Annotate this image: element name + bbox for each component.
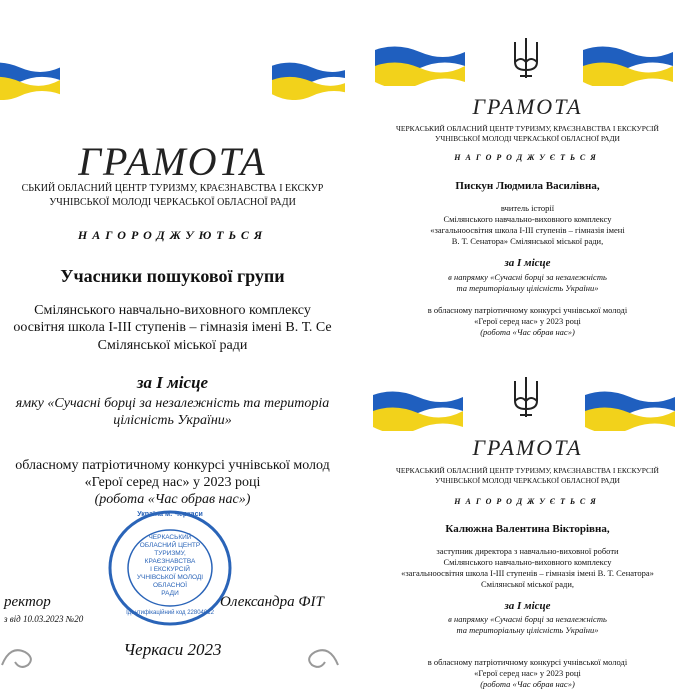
organization-line-1: ЧЕРКАСЬКИЙ ОБЛАСНИЙ ЦЕНТР ТУРИЗМУ, КРАЄЗНАВСТВА І ЕКСКУРСІЙ: [396, 466, 659, 475]
stamp-line: ОБЛАСНОЇ: [152, 582, 188, 589]
school-line-1: Смілянського навчально-виховного комплексу: [443, 557, 612, 567]
city-year: Черкаси 2023: [123, 640, 222, 659]
recipient: Пискун Людмила Василівна,: [455, 180, 600, 192]
school-line-2: «загальноосвітня школа І-ІІІ ступенів – гімназія імені В. Т. Сенатора»: [401, 568, 654, 578]
stamp-text: [130, 534, 210, 598]
director-label: ректор: [4, 594, 51, 610]
stamp-ring-top: Україна м. Черкаси: [137, 511, 203, 518]
direction-line-2: та територіальну цілісність України»: [456, 625, 599, 635]
divider: [345, 0, 355, 700]
organization-line-2: УЧНІВСЬКОЇ МОЛОДІ ЧЕРКАСЬКОЇ ОБЛАСНОЇ РАДИ: [435, 134, 620, 143]
stamp-line: КРАЄЗНАВСТВА: [144, 558, 196, 565]
certificate-pyskun: [355, 0, 700, 345]
work-title: (робота «Час обрав нас»): [94, 492, 251, 507]
ukraine-flag-right: [583, 46, 673, 86]
certificate-title: ГРАМОТА: [472, 435, 583, 460]
stamp-ring-bottom: Ідентифікаційний код 22804012: [126, 610, 214, 616]
direction-line-1: в напрямку «Сучасні борці за незалежність: [448, 272, 607, 282]
direction-line-2: цілісність України»: [113, 413, 232, 428]
awarded-heading: НАГОРОДЖУЮТЬСЯ: [77, 228, 268, 242]
stamp-line: І ЕКСКУРСІЙ: [150, 566, 190, 573]
trident-icon: [511, 375, 541, 419]
recipient: Калюжна Валентина Вікторівна,: [445, 523, 610, 535]
stamp-line: ТУРИЗМУ,: [154, 550, 186, 557]
stamp-line: ОБЛАСНИЙ ЦЕНТР: [139, 542, 201, 549]
direction-line-2: та територіальну цілісність України»: [456, 283, 599, 293]
contest-line-1: в обласному патріотичному конкурсі учнівської молоді: [427, 657, 628, 667]
trident-icon: [511, 36, 541, 80]
organization-line-1: СЬКИЙ ОБЛАСНИЙ ЦЕНТР ТУРИЗМУ, КРАЄЗНАВСТВА І ЕКСКУР: [21, 183, 324, 194]
role: вчитель історії: [500, 203, 555, 213]
school-line-2: «загальноосвітня школа І-ІІІ ступенів – гімназія імені: [430, 225, 625, 235]
school-line-1: Смілянського навчально-виховного комплексу: [34, 303, 311, 318]
school-line-1: Смілянського навчально-виховного комплексу: [443, 214, 612, 224]
awarded-heading: НАГОРОДЖУЄТЬСЯ: [454, 497, 601, 506]
awarded-heading: НАГОРОДЖУЄТЬСЯ: [454, 153, 601, 162]
organization-line-1: ЧЕРКАСЬКИЙ ОБЛАСНИЙ ЦЕНТР ТУРИЗМУ, КРАЄЗНАВСТВА І ЕКСКУРСІЙ: [396, 124, 659, 133]
recipient: Учасники пошукової групи: [60, 266, 285, 286]
school-line-3: В. Т. Сенатора» Смілянської міської ради,: [451, 236, 604, 246]
certificate-title: ГРАМОТА: [78, 139, 267, 184]
role: заступник директора з навчально-виховної роботи: [436, 546, 619, 556]
work-title: (робота «Час обрав нас»): [480, 679, 575, 689]
stamp-line: ЧЕРКАСЬКИЙ: [148, 534, 192, 541]
contest-line-1: в обласному патріотичному конкурсі учнівської молоді: [427, 305, 628, 315]
ukraine-flag-right: [272, 60, 345, 100]
ukraine-flag-left: [375, 46, 465, 86]
place: за І місце: [504, 257, 551, 269]
school-line-3: Смілянської міської ради,: [480, 579, 575, 589]
certificate-title: ГРАМОТА: [472, 94, 583, 119]
ukraine-flag-right: [585, 391, 675, 431]
work-title: (робота «Час обрав нас»): [480, 327, 575, 337]
contest-line-1: обласному патріотичному конкурсі учнівської молод: [15, 458, 330, 473]
organization-line-2: УЧНІВСЬКОЇ МОЛОДІ ЧЕРКАСЬКОЇ ОБЛАСНОЇ РАДИ: [435, 476, 620, 485]
place: за І місце: [136, 373, 209, 392]
divider: [355, 345, 700, 355]
contest-line-2: «Герої серед нас» у 2023 році: [474, 316, 581, 326]
school-line-3: Смілянської міської ради: [97, 338, 248, 353]
order-reference: з від 10.03.2023 №20: [4, 614, 84, 624]
director-name: Олександра ФІТ: [220, 594, 324, 610]
direction-line-1: ямку «Сучасні борці за незалежність та територіа: [15, 396, 330, 411]
organization-line-2: УЧНІВСЬКОЇ МОЛОДІ ЧЕРКАСЬКОЇ ОБЛАСНОЇ РАДИ: [49, 197, 296, 208]
certificate-kaliuzhna: [355, 355, 700, 700]
contest-line-2: «Герої серед нас» у 2023 році: [84, 475, 261, 490]
direction-line-1: в напрямку «Сучасні борці за незалежність: [448, 614, 607, 624]
ukraine-flag-left: [373, 391, 463, 431]
certificate-group: [0, 0, 345, 700]
ukraine-flag-left: [0, 60, 60, 100]
stamp-line: РАДИ: [161, 590, 179, 597]
place: за І місце: [504, 600, 551, 612]
contest-line-2: «Герої серед нас» у 2023 році: [474, 668, 581, 678]
stamp-line: УЧНІВСЬКОЇ МОЛОДІ: [136, 574, 204, 581]
school-line-2: оосвітня школа І-ІІІ ступенів – гімназія імені В. Т. Се: [13, 320, 332, 335]
